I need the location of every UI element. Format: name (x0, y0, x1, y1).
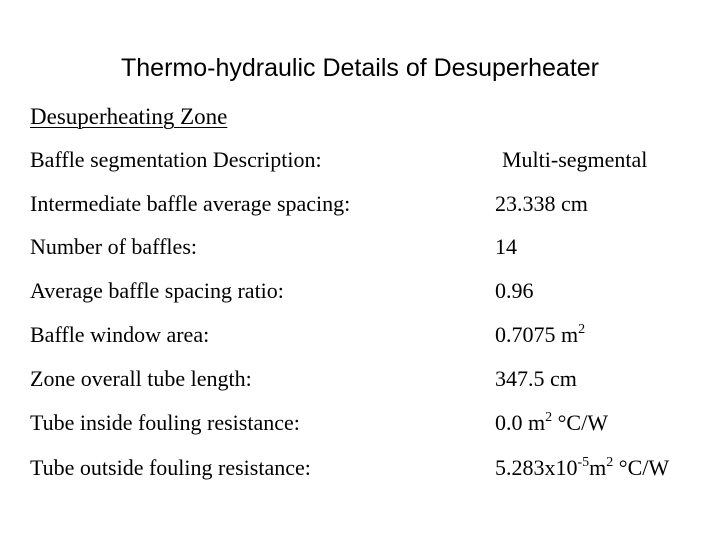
row-label: Intermediate baffle average spacing: (30, 191, 351, 216)
row-value (495, 452, 669, 484)
row-number-of-baffles (0, 231, 720, 263)
row-label: Number of baffles: (30, 234, 197, 259)
row-value: Multi-segmental (502, 147, 648, 172)
row-value (495, 407, 608, 439)
value-main: 0.7075 m (495, 322, 579, 347)
row-value: 347.5 cm (495, 366, 577, 391)
slide-title: Thermo-hydraulic Details of Desuperheater (121, 54, 599, 82)
value-exponent: 2 (545, 410, 553, 425)
row-label: Average baffle spacing ratio: (30, 278, 284, 303)
row-label: Baffle window area: (30, 322, 210, 347)
row-spacing-ratio (0, 275, 720, 307)
row-value (495, 319, 585, 351)
row-tube-length (0, 363, 720, 395)
value-unit: °C/W (613, 455, 670, 480)
row-outside-fouling (0, 452, 720, 484)
row-label: Zone overall tube length: (30, 366, 252, 391)
value-exponent: -5 (577, 455, 590, 470)
section-heading: Desuperheating Zone (30, 104, 228, 129)
row-value: 14 (495, 234, 517, 259)
row-baffle-window-area (0, 319, 720, 351)
row-inside-fouling (0, 407, 720, 439)
row-value: 23.338 cm (495, 191, 588, 216)
value-exponent-2: 2 (606, 455, 614, 470)
row-label: Tube inside fouling resistance: (30, 410, 300, 435)
row-label: Tube outside fouling resistance: (30, 455, 311, 480)
value-main: 5.283x10 (495, 455, 578, 480)
value-unit-m: m (589, 455, 607, 480)
row-baffle-segmentation (0, 144, 720, 176)
row-value: 0.96 (495, 278, 534, 303)
row-baffle-spacing (0, 188, 720, 220)
row-label: Baffle segmentation Description: (30, 147, 322, 172)
value-main: 0.0 m (495, 410, 546, 435)
value-exponent: 2 (578, 322, 586, 337)
value-unit: °C/W (552, 410, 608, 435)
